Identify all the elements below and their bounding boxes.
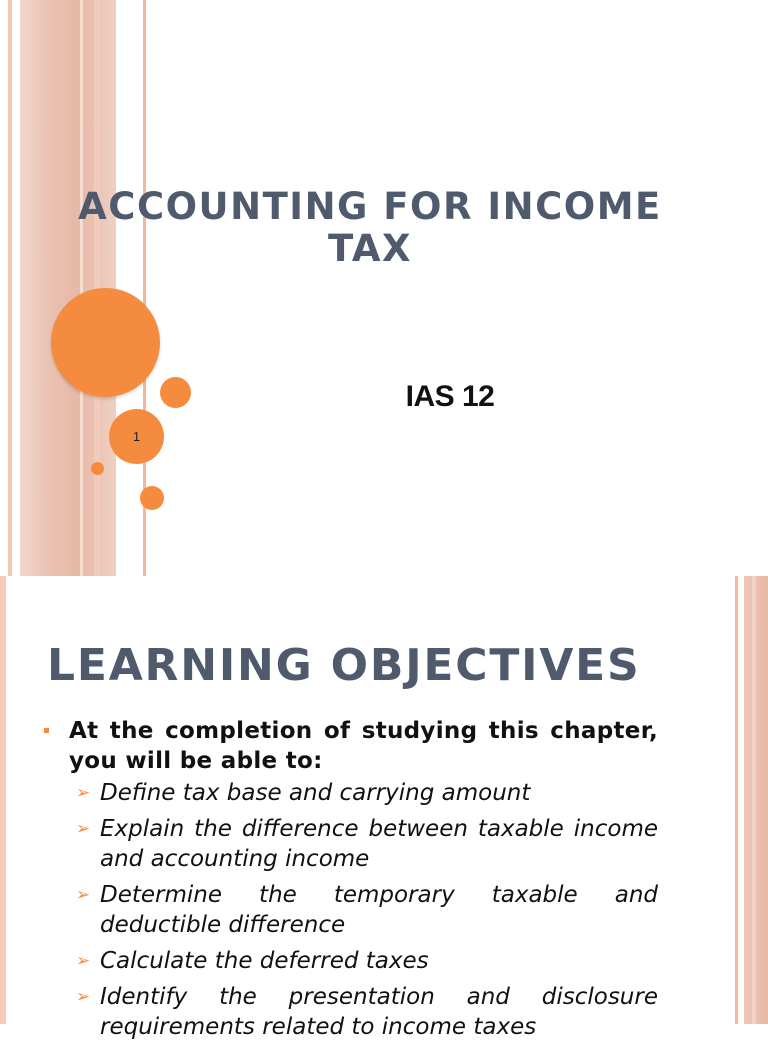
square-bullet-icon <box>44 728 49 733</box>
objective-text: Explain the difference between taxable income and accounting income <box>100 816 658 872</box>
objective-text: Identify the presentation and disclosure requirements related to income taxes <box>100 984 658 1040</box>
decorative-circle-small <box>140 486 164 510</box>
objective-item <box>76 982 658 1042</box>
decorative-stripe <box>735 576 738 1024</box>
arrow-bullet-icon: ➢ <box>76 885 91 905</box>
slide-title: ACCOUNTING FOR INCOME TAX <box>78 185 662 270</box>
decorative-stripe <box>8 0 12 576</box>
slide-body <box>44 716 658 1048</box>
page-number: 1 <box>132 429 141 444</box>
arrow-bullet-icon: ➢ <box>76 819 91 839</box>
slide-subtitle: IAS 12 <box>405 380 495 413</box>
decorative-circle-tiny <box>91 462 104 475</box>
decorative-stripe-band <box>744 576 768 1024</box>
objective-item <box>76 814 658 874</box>
objective-text: Determine the temporary taxable and deductible difference <box>100 882 658 938</box>
decorative-stripe <box>80 0 83 576</box>
objective-item <box>76 946 658 976</box>
arrow-bullet-icon: ➢ <box>76 987 91 1007</box>
lead-text: At the completion of studying this chapter, you will be able to: <box>69 718 658 774</box>
decorative-stripe <box>752 576 756 1024</box>
arrow-bullet-icon: ➢ <box>76 783 91 803</box>
list-item <box>44 716 658 776</box>
slide-2 <box>0 576 768 1040</box>
objective-text: Calculate the deferred taxes <box>100 948 429 974</box>
page-number-circle <box>109 409 164 464</box>
slide-title: LEARNING OBJECTIVES <box>47 640 641 691</box>
decorative-stripe <box>0 576 6 1024</box>
objectives-list <box>44 778 658 1042</box>
decorative-circle-large <box>51 288 160 397</box>
arrow-bullet-icon: ➢ <box>76 951 91 971</box>
objective-text: Define tax base and carrying amount <box>100 780 531 806</box>
objective-item <box>76 880 658 940</box>
objective-item <box>76 778 658 808</box>
decorative-circle-small <box>160 377 191 408</box>
